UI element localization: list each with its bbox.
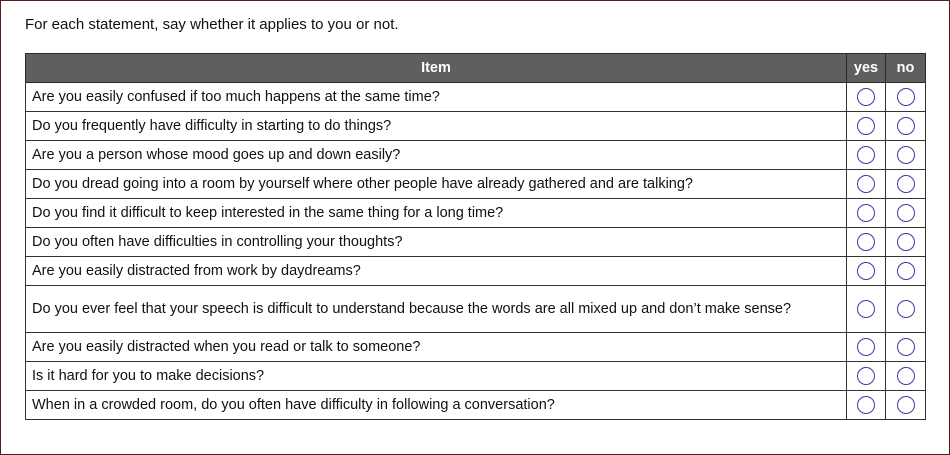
table-row bbox=[26, 257, 926, 286]
table-row bbox=[26, 333, 926, 362]
question-text: Do you frequently have difficulty in starting to do things? bbox=[26, 112, 847, 141]
yes-radio[interactable] bbox=[857, 367, 875, 385]
question-text: Are you easily distracted when you read or talk to someone? bbox=[26, 333, 847, 362]
yes-cell bbox=[847, 141, 886, 170]
yes-radio[interactable] bbox=[857, 233, 875, 251]
no-cell bbox=[886, 112, 926, 141]
question-text: When in a crowded room, do you often have difficulty in following a conversation? bbox=[26, 391, 847, 420]
yes-radio[interactable] bbox=[857, 204, 875, 222]
no-cell bbox=[886, 391, 926, 420]
header-yes: yes bbox=[847, 54, 886, 83]
no-radio[interactable] bbox=[897, 175, 915, 193]
no-cell bbox=[886, 362, 926, 391]
yes-cell bbox=[847, 228, 886, 257]
yes-cell bbox=[847, 391, 886, 420]
yes-cell bbox=[847, 257, 886, 286]
yes-cell bbox=[847, 199, 886, 228]
yes-radio[interactable] bbox=[857, 262, 875, 280]
yes-cell bbox=[847, 286, 886, 333]
no-radio[interactable] bbox=[897, 262, 915, 280]
question-text: Are you a person whose mood goes up and down easily? bbox=[26, 141, 847, 170]
question-text: Do you find it difficult to keep interested in the same thing for a long time? bbox=[26, 199, 847, 228]
no-cell bbox=[886, 141, 926, 170]
no-radio[interactable] bbox=[897, 367, 915, 385]
yes-radio[interactable] bbox=[857, 338, 875, 356]
no-radio[interactable] bbox=[897, 117, 915, 135]
no-radio[interactable] bbox=[897, 204, 915, 222]
table-row bbox=[26, 112, 926, 141]
no-cell bbox=[886, 83, 926, 112]
table-row bbox=[26, 362, 926, 391]
yes-radio[interactable] bbox=[857, 396, 875, 414]
table-row bbox=[26, 391, 926, 420]
question-text: Do you often have difficulties in controlling your thoughts? bbox=[26, 228, 847, 257]
no-cell bbox=[886, 286, 926, 333]
table-row bbox=[26, 286, 926, 333]
table-row bbox=[26, 228, 926, 257]
no-radio[interactable] bbox=[897, 396, 915, 414]
no-cell bbox=[886, 228, 926, 257]
no-cell bbox=[886, 170, 926, 199]
table-header-row bbox=[26, 54, 926, 83]
table-row bbox=[26, 141, 926, 170]
yes-radio[interactable] bbox=[857, 146, 875, 164]
table-row bbox=[26, 83, 926, 112]
yes-cell bbox=[847, 83, 886, 112]
no-cell bbox=[886, 257, 926, 286]
no-radio[interactable] bbox=[897, 233, 915, 251]
no-cell bbox=[886, 199, 926, 228]
header-item: Item bbox=[26, 54, 847, 83]
header-no: no bbox=[886, 54, 926, 83]
no-radio[interactable] bbox=[897, 300, 915, 318]
no-radio[interactable] bbox=[897, 146, 915, 164]
yes-radio[interactable] bbox=[857, 175, 875, 193]
yes-radio[interactable] bbox=[857, 117, 875, 135]
no-cell bbox=[886, 333, 926, 362]
question-text: Is it hard for you to make decisions? bbox=[26, 362, 847, 391]
yes-radio[interactable] bbox=[857, 300, 875, 318]
no-radio[interactable] bbox=[897, 88, 915, 106]
yes-cell bbox=[847, 333, 886, 362]
question-text: Do you dread going into a room by yourself where other people have already gathered and are talking? bbox=[26, 170, 847, 199]
no-radio[interactable] bbox=[897, 338, 915, 356]
table-row bbox=[26, 199, 926, 228]
question-text: Do you ever feel that your speech is difficult to understand because the words are all mixed up and don’t make sense? bbox=[26, 286, 847, 333]
questionnaire-table bbox=[25, 53, 926, 420]
yes-cell bbox=[847, 170, 886, 199]
table-row bbox=[26, 170, 926, 199]
question-text: Are you easily distracted from work by daydreams? bbox=[26, 257, 847, 286]
yes-cell bbox=[847, 362, 886, 391]
yes-radio[interactable] bbox=[857, 88, 875, 106]
instructions-text: For each statement, say whether it applies to you or not. bbox=[25, 16, 399, 33]
question-text: Are you easily confused if too much happens at the same time? bbox=[26, 83, 847, 112]
yes-cell bbox=[847, 112, 886, 141]
